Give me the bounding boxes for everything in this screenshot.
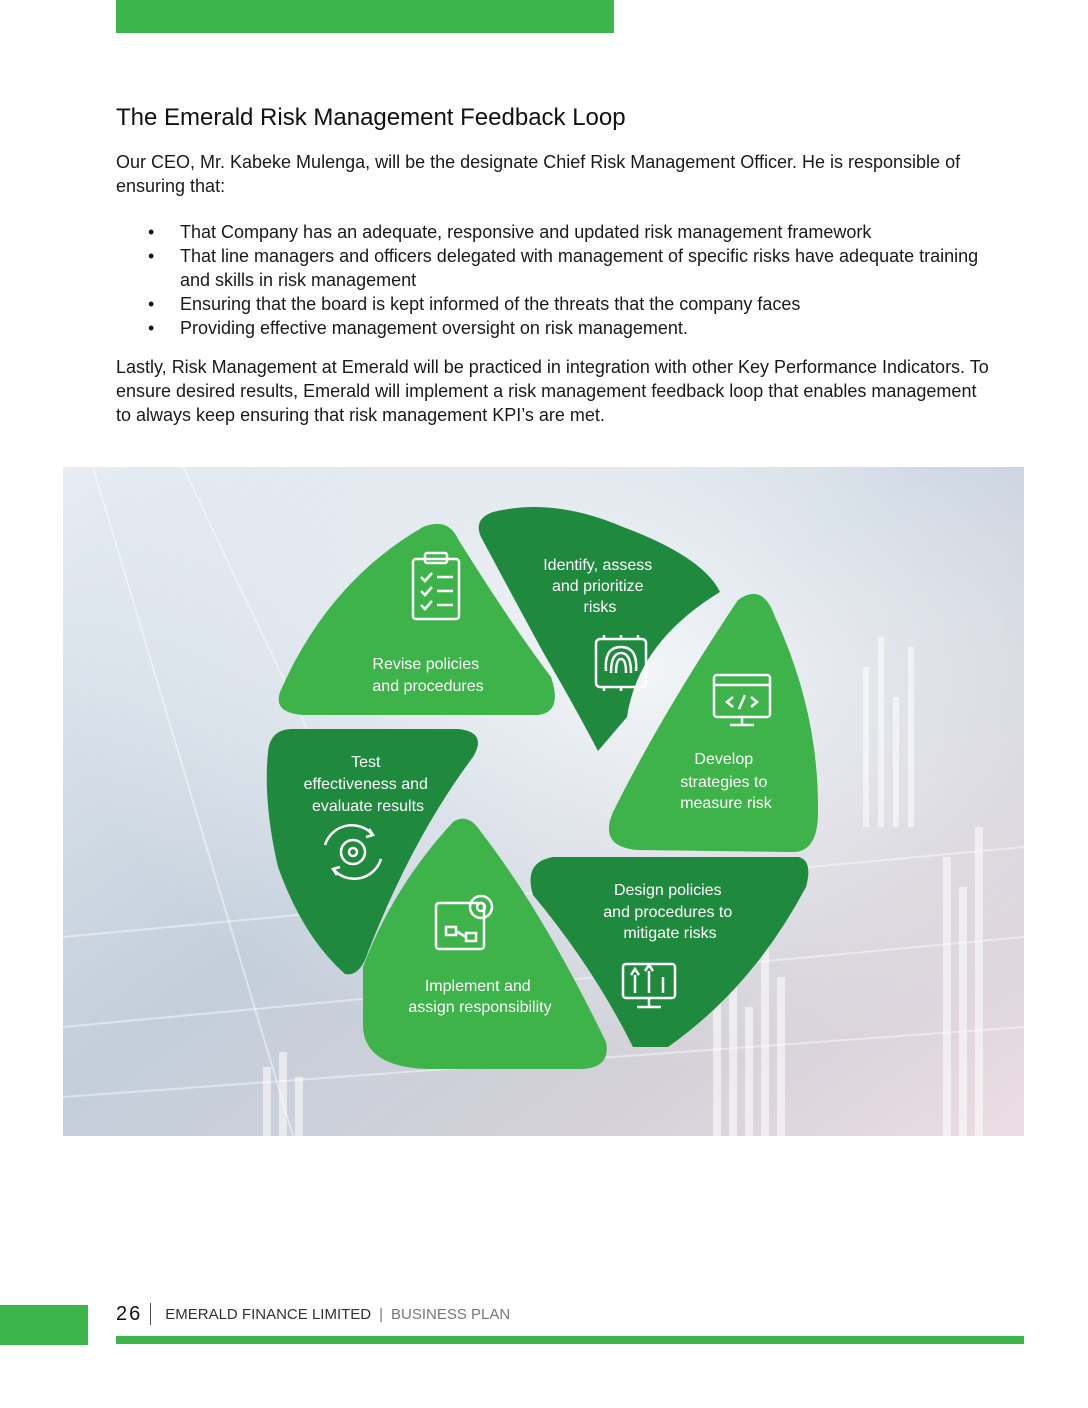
develop-label: Develop strategies to measure risk: [680, 751, 772, 812]
feedback-loop-figure: [63, 467, 1024, 1136]
responsibility-list: [116, 220, 996, 340]
design-label: Design policies and procedures to mitigate risks: [603, 882, 733, 942]
footer-accent-line: [116, 1336, 1024, 1344]
header-accent-bar: [116, 0, 614, 33]
footer: [116, 1301, 510, 1327]
list-item: • That Company has an adequate, responsive and updated risk management framework: [116, 220, 996, 244]
footer-divider: [150, 1303, 151, 1325]
list-item: • Providing effective management oversight on risk management.: [116, 316, 996, 340]
company-name: EMERALD FINANCE LIMITED: [165, 1305, 372, 1323]
closing-paragraph: Lastly, Risk Management at Emerald will be practiced in integration with other Key Performance Indicators. To ensure desired results, Emerald will implement a risk management feedback loop that enables management to always keep ensuring that risk management KPI’s are met.: [116, 357, 989, 425]
document-name: BUSINESS PLAN: [391, 1305, 511, 1323]
page-number: 26: [116, 1302, 143, 1325]
footer-separator: |: [379, 1305, 384, 1323]
list-item: • That line managers and officers delegated with management of specific risks have adequate training and skills in risk management: [116, 244, 996, 292]
list-item: • Ensuring that the board is kept informed of the threats that the company faces: [116, 292, 996, 316]
intro-paragraph: Our CEO, Mr. Kabeke Mulenga, will be the designate Chief Risk Management Officer. He is responsible of ensuring that:: [116, 152, 961, 196]
test-label: Test effectiveness and evaluate results: [303, 754, 428, 815]
section-title: The Emerald Risk Management Feedback Loop: [116, 104, 626, 131]
footer-accent-block: [0, 1305, 88, 1345]
implement-label: Implement and assign responsibility: [408, 978, 552, 1016]
feedback-loop-diagram: [63, 467, 1024, 1136]
revise-label: Revise policies and procedures: [372, 656, 484, 695]
identify-label: Identify, assess and prioritize risks: [543, 557, 653, 616]
